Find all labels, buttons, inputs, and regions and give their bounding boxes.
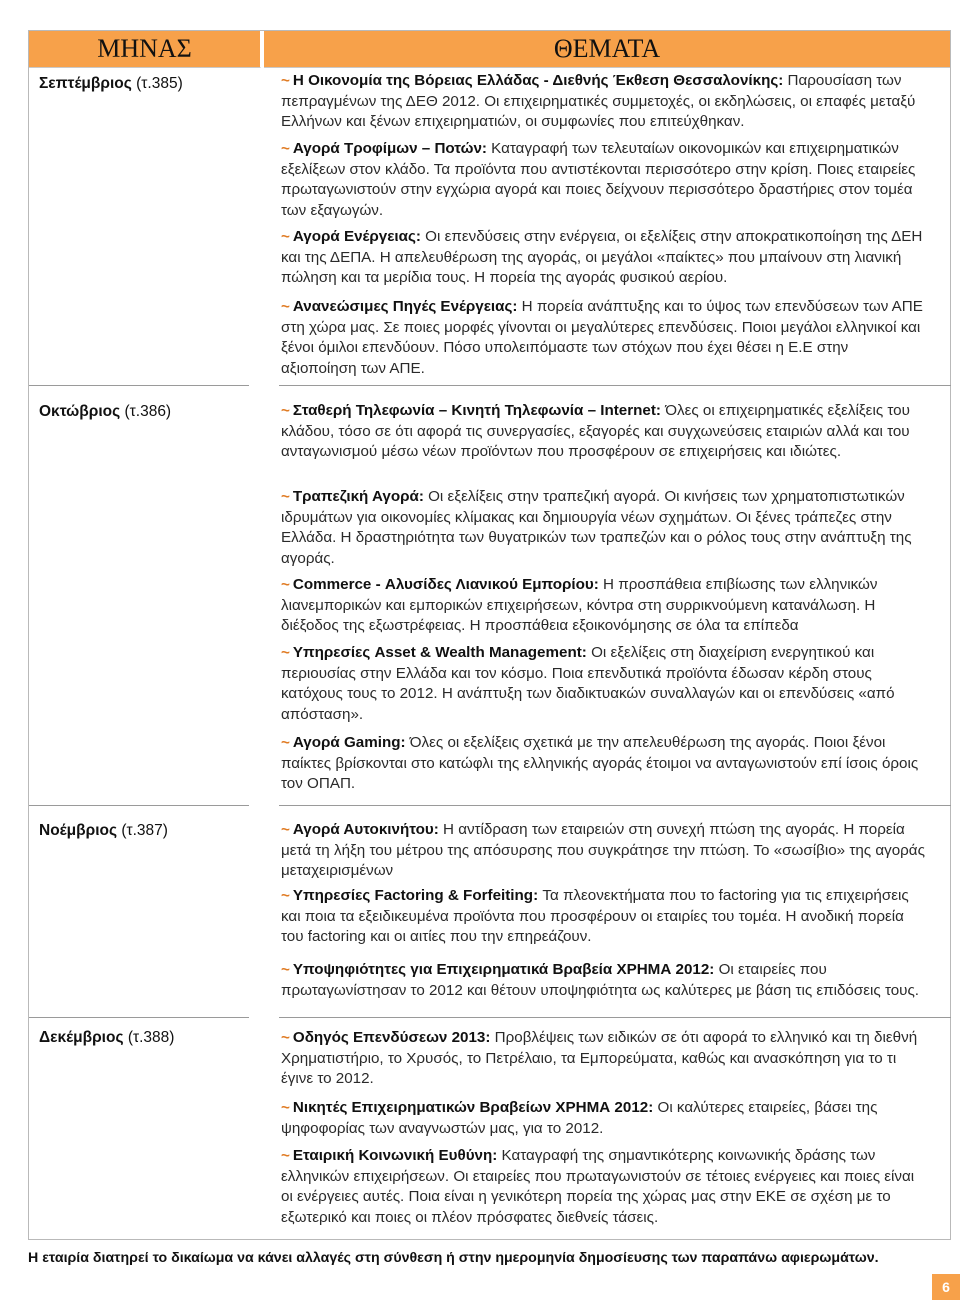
topics-column-header: ΘΕΜΑΤΑ — [264, 31, 950, 68]
topic-title: Οδηγός Επενδύσεων 2013: — [292, 1029, 491, 1046]
topic-text: Καταγραφή των τελευταίων οικονομικών και επιχειρηματικών εξελίξεων στον κλάδο. Τα προϊόντα που αντιστέκονται περισσότερο στην κρίση. Ποιες εταιρείες πρωταγωνιστούν στην εγχώρια αγορά και ποιες δείχνουν περισσότερο δραστήριες στον τομέα των εξαγωγών. — [281, 140, 916, 219]
topic-entry — [281, 297, 926, 379]
tilde-bullet-icon: ~ — [281, 644, 290, 661]
topic-entry — [281, 643, 926, 725]
issue-number: (τ.385) — [136, 75, 183, 92]
month-name: Σεπτέμβριος — [39, 75, 132, 92]
topic-text: Καταγραφή της σημαντικότερης κοινωνικής δράσης των ελληνικών επιχειρήσεων. Οι εταιρείες που πρωταγωνιστούν σε τέτοιες ενέργειες και ποιες είναι οι ενέργειες αυτές. Ποια είναι η γενικότερη πορεία της χώρας μας στην ΕΚΕ σε σχέση με το εξωτερικό και ποιες οι πλέον πρόσφατες διεθνείς τάσεις. — [281, 1147, 915, 1226]
month-divider — [29, 805, 249, 806]
tilde-bullet-icon: ~ — [281, 298, 290, 315]
issue-number: (τ.386) — [124, 403, 172, 420]
issue-number: (τ.387) — [121, 822, 168, 839]
topic-title: Σταθερή Τηλεφωνία – Κινητή Τηλεφωνία – Internet: — [292, 402, 661, 419]
topic-title: Νικητές Επιχειρηματικών Βραβείων ΧΡΗΜΑ 2012: — [292, 1099, 654, 1116]
topic-entry — [281, 886, 926, 948]
tilde-bullet-icon: ~ — [281, 1147, 290, 1164]
topic-title: Τραπεζική Αγορά: — [292, 488, 424, 505]
topic-text: Οι εξελίξεις στη διαχείριση ενεργητικού και περιουσίας στην Ελλάδα και τον κόσμο. Ποια επενδυτικά προϊόντα έδωσαν κέρδη στους κατόχους τους το 2012. Η ανάπτυξη των διαδικτυακών συναλλαγών και οι επενδύσεις «από απόσταση». — [281, 644, 895, 723]
tilde-bullet-icon: ~ — [281, 228, 290, 245]
topic-entry — [281, 733, 926, 795]
month-name: Δεκέμβριος — [39, 1029, 124, 1046]
tilde-bullet-icon: ~ — [281, 488, 290, 505]
topics-divider — [279, 1017, 951, 1018]
tilde-bullet-icon: ~ — [281, 72, 290, 89]
topic-text: Τα πλεονεκτήματα που το factoring για τις επιχειρήσεις και ποια τα εξειδικευμένα προϊόντα που προσφέρουν οι εταιρίες του τομέα. Η ανοδική πορεία του factoring και οι αιτίες που την επηρεάζουν. — [281, 887, 909, 945]
topic-title: Η Οικονομία της Βόρειας Ελλάδας - Διεθνής Έκθεση Θεσσαλονίκης: — [292, 72, 784, 89]
tilde-bullet-icon: ~ — [281, 1099, 290, 1116]
month-label-september — [39, 73, 183, 94]
topic-text: Η πορεία ανάπτυξης και το ύψος των επενδύσεων των ΑΠΕ στη χώρα μας. Σε ποιες μορφές γίνονται οι μεγαλύτερες επενδύσεις. Ποιοι μεγάλοι ελληνικοί και ξένοι όμιλοι επενδύουν. Πόσο υπολειπόμαστε των στόχων που έχει θέσει η Ε.Ε στην αξιοποίηση των ΑΠΕ. — [281, 298, 923, 377]
tilde-bullet-icon: ~ — [281, 140, 290, 157]
month-name: Οκτώβριος — [39, 403, 121, 420]
topic-entry — [281, 1028, 926, 1090]
tilde-bullet-icon: ~ — [281, 1029, 290, 1046]
topic-title: Αγορά Αυτοκινήτου: — [292, 821, 439, 838]
month-divider — [29, 385, 249, 386]
month-name: Νοέμβριος — [39, 822, 118, 839]
topic-entry — [281, 71, 926, 133]
topic-text: Οι εταιρείες που πρωταγωνίστησαν το 2012 και θέτουν υποψηφιότητα ως καλύτερες με βάση τις επιδόσεις τους. — [281, 961, 920, 999]
topic-text: Προβλέψεις των ειδικών σε ότι αφορά το ελληνικό και τη διεθνή Χρηματιστήριο, το Χρυσός, το Πετρέλαιο, τα Εμπορεύματα, καθώς και ανασκόπηση για το τι έγινε το 2012. — [281, 1029, 918, 1087]
topic-entry — [281, 139, 926, 221]
topic-title: Αγορά Ενέργειας: — [292, 228, 421, 245]
tilde-bullet-icon: ~ — [281, 821, 290, 838]
issue-number: (τ.388) — [127, 1029, 175, 1046]
topic-title: Commerce - Αλυσίδες Λιανικού Εμπορίου: — [292, 576, 599, 593]
topic-title: Υπηρεσίες Factoring & Forfeiting: — [292, 887, 539, 904]
tilde-bullet-icon: ~ — [281, 961, 290, 978]
month-label-november — [39, 820, 168, 841]
topic-text: Παρουσίαση των πεπραγμένων της ΔΕΘ 2012. Οι επιχειρηματικές συμμετοχές, οι εκδηλώσεις, οι επαφές μεταξύ Ελλήνων και ξένων επιχειρηματιών, οι συμφωνίες που επιτεύχθηκαν. — [281, 72, 916, 130]
topic-entry — [281, 575, 926, 637]
topic-text: Η προσπάθεια επιβίωσης των ελληνικών λιανεμπορικών και εμπορικών επιχειρήσεων, κόντρα στη συρρικνούμενη κατανάλωση. Η διέξοδος της εξωστρέφειας. Η προσπάθεια εξοικονόμησης σε όλα τα επίπεδα — [281, 576, 878, 634]
month-label-december — [39, 1027, 174, 1048]
tilde-bullet-icon: ~ — [281, 402, 290, 419]
topic-title: Εταιρική Κοινωνική Ευθύνη: — [292, 1147, 498, 1164]
topic-title: Υποψηφιότητες για Επιχειρηματικά Βραβεία ΧΡΗΜΑ 2012: — [292, 961, 715, 978]
topic-title: Ανανεώσιμες Πηγές Ενέργειας: — [292, 298, 518, 315]
topic-text: Η αντίδραση των εταιρειών στη συνεχή πτώση της αγοράς. Η πορεία μετά τη λήξη του μέτρου της απόσυρσης που συγκράτησε την πτώση. Το «σωσίβιο» της αγοράς μεταχειρισμένων — [281, 821, 925, 879]
topic-entry — [281, 1146, 926, 1228]
topic-entry — [281, 487, 926, 569]
tilde-bullet-icon: ~ — [281, 576, 290, 593]
topic-text: Όλες οι επιχειρηματικές εξελίξεις του κλάδου, τόσο σε ότι αφορά τις συνεργασίες, εξαγορές και συγχωνεύσεις εταιριών αλλά και του ανταγωνισμού μέσω νέων προϊόντων που προσφέρουν σε επιχειρήσεις και ιδιώτες. — [281, 402, 910, 460]
topic-entry — [281, 227, 926, 289]
tilde-bullet-icon: ~ — [281, 734, 290, 751]
topic-title: Αγορά Gaming: — [292, 734, 406, 751]
footer-disclaimer: Η εταιρία διατηρεί το δικαίωμα να κάνει αλλαγές στη σύνθεση ή στην ημερομηνία δημοσίευσης των παραπάνω αφιερωμάτων. — [28, 1250, 879, 1266]
tilde-bullet-icon: ~ — [281, 887, 290, 904]
topic-entry — [281, 1098, 926, 1139]
topic-text: Οι εξελίξεις στην τραπεζική αγορά. Οι κινήσεις των χρηματοπιστωτικών ιδρυμάτων για οικονομίες κλίμακας και δημιουργία νέων σχημάτων. Οι ξένες τράπεζες στην Ελλάδα. Η δραστηριότητα των θυγατρικών των τραπεζών και ο ρόλος τους στην ανάπτυξη της αγοράς. — [281, 488, 912, 567]
topic-text: Οι επενδύσεις στην ενέργεια, οι εξελίξεις στην αποκρατικοποίηση της ΔΕΗ και της ΔΕΠΑ. Η απελευθέρωση της αγοράς, οι μεγάλοι «παίκτες» που μπαίνουν στη λιανική πώληση και τα μερίδια τους. Η πορεία της αγοράς φυσικού αερίου. — [281, 228, 923, 286]
month-divider — [29, 1017, 249, 1018]
topic-text: Οι καλύτερες εταιρείες, βάσει της ψηφοφορίας των αναγνωστών μας, για το 2012. — [281, 1099, 878, 1137]
topic-title: Αγορά Τροφίμων – Ποτών: — [292, 140, 487, 157]
topic-entry — [281, 820, 926, 882]
month-label-october — [39, 401, 171, 422]
page-number: 6 — [932, 1274, 960, 1300]
topic-title: Υπηρεσίες Asset & Wealth Management: — [292, 644, 587, 661]
topics-divider — [279, 385, 951, 386]
month-column-header: ΜΗΝΑΣ — [29, 31, 261, 68]
topics-divider — [279, 805, 951, 806]
topic-entry — [281, 401, 926, 463]
schedule-table — [28, 30, 951, 1240]
topic-entry — [281, 960, 926, 1001]
topic-text: Όλες οι εξελίξεις σχετικά με την απελευθέρωση της αγοράς. Ποιοι ξένοι παίκτες βρίσκονται στο κατώφλι της ελληνικής αγοράς έτοιμοι να ανταγωνιστούν επί ίσοις όροις τον ΟΠΑΠ. — [281, 734, 919, 792]
